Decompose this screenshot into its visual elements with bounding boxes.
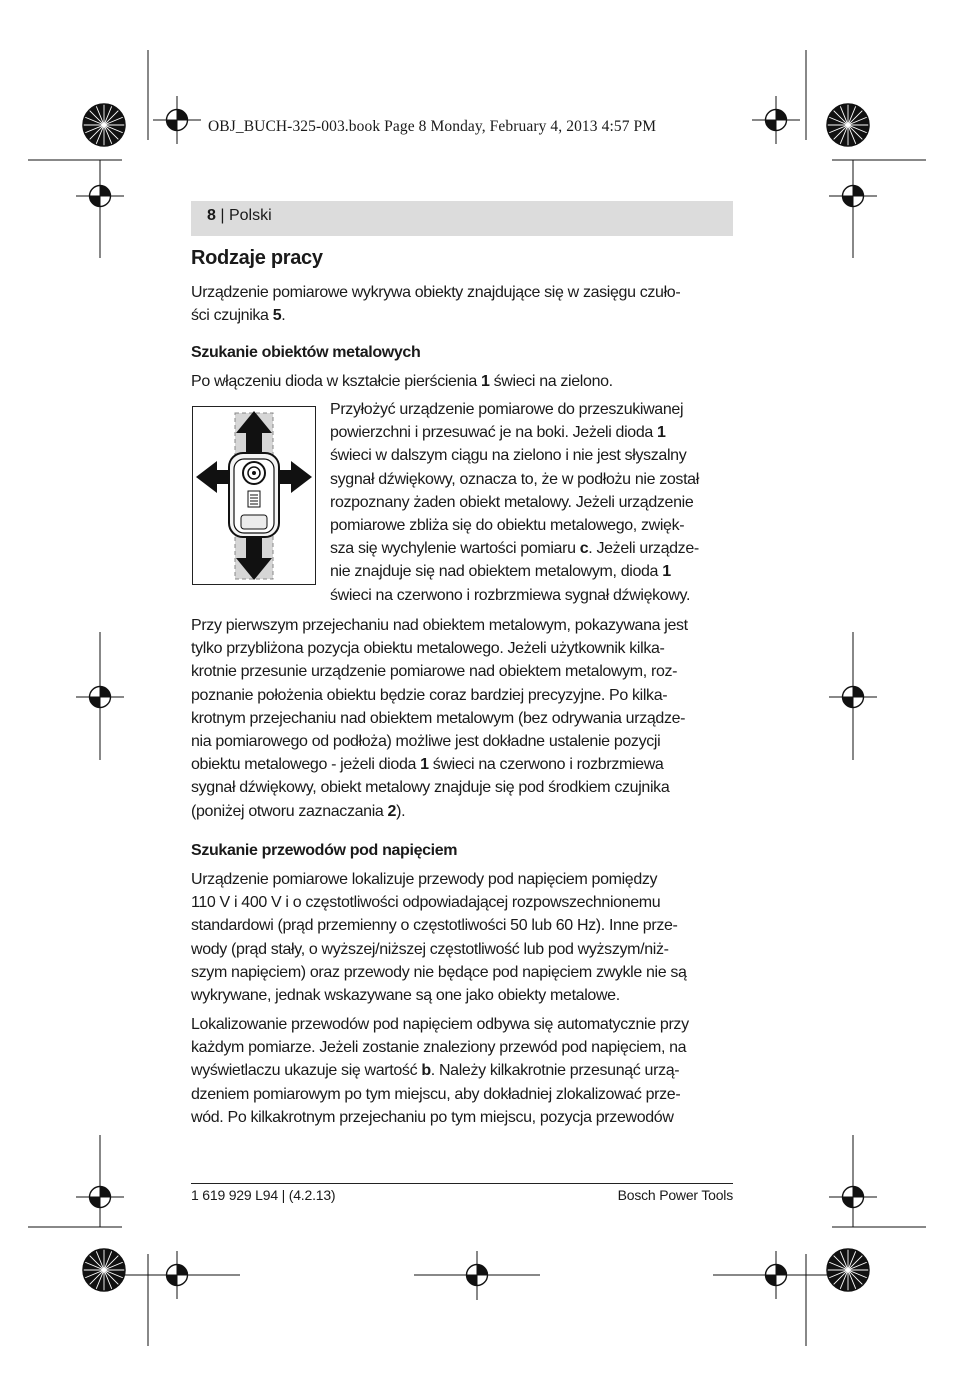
crosshair-mark-icon (829, 673, 877, 721)
detector-move-illustration-svg (193, 407, 315, 584)
ref-number: 1 (420, 756, 429, 774)
page-number: 8 (207, 207, 216, 224)
crosshair-mark-icon (829, 1173, 877, 1221)
registration-star-icon (83, 1249, 125, 1291)
ref-number: 1 (481, 373, 490, 390)
header-language: Polski (228, 207, 272, 224)
metal-paragraph-2: Przy pierwszym przejechaniu nad obiektem metalowym, pokazywana jest tylko przybliżona pozycja obiektu metalowego. Jeżeli użytkownik kilka- krotnie przesunie urządzenie pomiarowe nad obiektem metalowym, roz- poznanie położenia obiektu będzie coraz bardziej precyzyjne. Po kilka- krotnym przejechaniu nad obiektem metalowym (bez odrywania urządze- nia pomiarowego od podłoża) możliwe jest dokładne ustalenie pozycji obiektu metalowego - jeżeli dioda 1 świeci na czerwono i rozbrzmiewa sygnał dźwiękowy, obiekt metalowy znajduje się pod środkiem czujnika (poniżej otworu zaznaczania 2). (191, 617, 688, 820)
section-title: Rodzaje pracy (191, 247, 323, 269)
print-slug: OBJ_BUCH-325-003.book Page 8 Monday, February 4, 2013 4:57 PM (208, 118, 657, 135)
crosshair-mark-icon (76, 1173, 124, 1221)
ref-letter: b (421, 1062, 431, 1080)
footer-doc-id: 1 619 929 L94 | (4.2.13) (191, 1187, 336, 1203)
page-header (207, 207, 272, 225)
ref-number: 1 (662, 563, 671, 581)
wires-paragraph-1: Urządzenie pomiarowe lokalizuje przewody pod napięciem pomiędzy 110 V i 400 V i o częstotliwości odpowiadającej rozpowszechnionemu standardowi (prąd przemienny o częstotliwości 50 lub 60 Hz). Inne prze- wody (prąd stały, o wyższej/niższej częstotliwość lub pod wyższym/niż- szym napięciem) oraz przewody nie będące pod napięciem zwykle nie są wykrywane, jednak wskazywane są one jako obiekty metalowe. (191, 871, 687, 1005)
subheading-live-wires: Szukanie przewodów pod napięciem (191, 842, 458, 859)
wires-paragraph-2: Lokalizowanie przewodów pod napięciem odbywa się automatycznie przy każdym pomiarze. Jeżeli zostanie znaleziony przewód pod napięciem, na wyświetlaczu ukazuje się wartość b. Należy kilkakrotnie przesunąć urzą- dzeniem pomiarowym po tym miejscu, aby dokładniej zlokalizować prze- wód. Po kilkakrotnym przejechaniu po tym miejscu, pozycja przewodów (191, 1016, 689, 1126)
figure-side-paragraph: Przyłożyć urządzenie pomiarowe do przeszukiwanej powierzchni i przesuwać je na boki. Jeżeli dioda 1 świeci w dalszym ciągu na zielono i nie jest słyszalny sygnał dźwiękowy, oznacza to, że w podłożu nie został rozpoznany żaden obiekt metalowy. Jeżeli urządzenie pomiarowe zbliża się do obiektu metalowego, zwięk- sza się wychylenie wartości pomiaru c. Jeżeli urządze- nie znajduje się nad obiektem metalowym, dioda 1 świeci na czerwono i rozbrzmiewa sygnał dźwiękowy. (330, 401, 699, 604)
ref-number: 1 (657, 424, 666, 442)
registration-star-icon (827, 1249, 869, 1291)
header-separator: | (215, 207, 229, 224)
footer-rule (191, 1183, 733, 1184)
ref-letter: c (579, 540, 589, 558)
page-header-band (191, 201, 733, 236)
crosshair-mark-icon (76, 172, 124, 220)
detector-move-illustration (192, 406, 316, 585)
crosshair-mark-icon (829, 172, 877, 220)
ref-number: 2 (387, 802, 397, 820)
registration-star-icon (83, 104, 125, 146)
crosshair-mark-icon (153, 96, 201, 144)
registration-star-icon (827, 104, 869, 146)
footer-brand: Bosch Power Tools (617, 1187, 733, 1203)
text-line: Urządzenie pomiarowe wykrywa obiekty znajdujące się w zasięgu czuło- (191, 284, 681, 301)
ref-number: 5 (272, 307, 282, 325)
metal-intro-line: Po włączeniu dioda w kształcie pierścienia 1 świeci na zielono. (191, 373, 613, 390)
text-line: ści czujnika 5. (191, 307, 286, 325)
crosshair-mark-icon (76, 673, 124, 721)
subheading-metal: Szukanie obiektów metalowych (191, 344, 421, 361)
intro-paragraph (191, 281, 680, 327)
